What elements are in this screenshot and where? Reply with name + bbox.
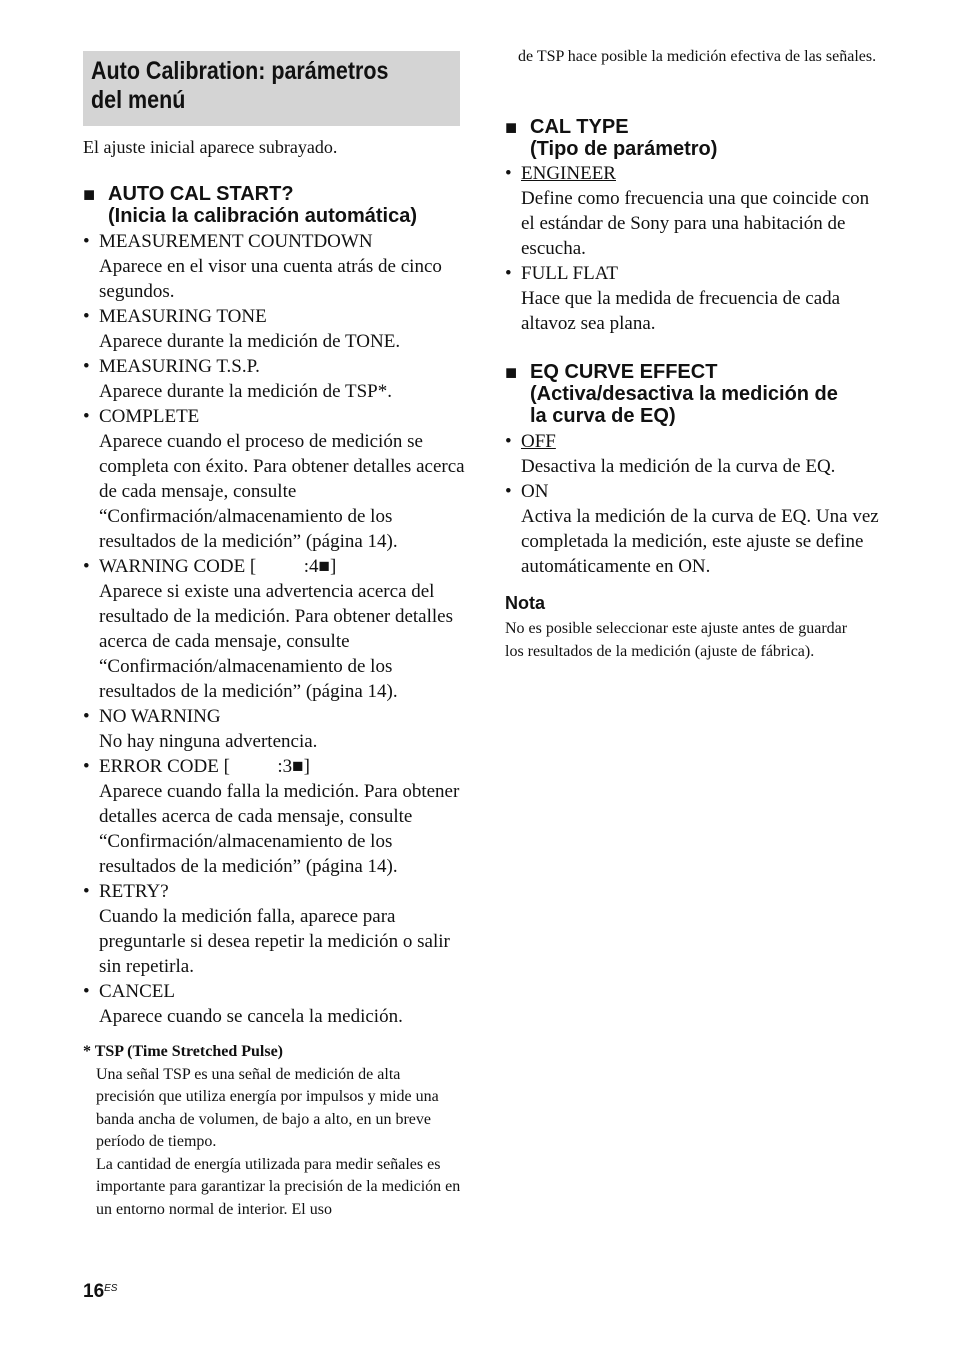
- item-label: MEASUREMENT COUNTDOWN: [99, 231, 373, 252]
- item-desc: Hace que la medida de frecuencia de cada altavoz sea plana.: [521, 288, 841, 334]
- sec3-heading-line2: (Activa/desactiva la medición de: [530, 383, 838, 405]
- item-label: CANCEL: [99, 981, 175, 1002]
- section-title-line2: del menú: [91, 86, 186, 114]
- bullet-icon: •: [83, 231, 90, 252]
- square-bullet-icon: ■: [83, 184, 96, 206]
- footnote-paragraph-2: La cantidad de energía utilizada para medir señales es importante para garantizar la precisión de la medición en un entorno normal de interior. El uso: [96, 1155, 461, 1218]
- list-item: [83, 554, 465, 704]
- item-label-default: ENGINEER: [521, 163, 616, 184]
- item-label: MEASURING TONE: [99, 306, 267, 327]
- list-item: [83, 304, 465, 354]
- item-label: WARNING CODE [ :4■]: [99, 556, 337, 577]
- sec1-list: [83, 229, 465, 1029]
- list-item: [83, 354, 465, 404]
- item-desc: Aparece si existe una advertencia acerca del resultado de la medición. Para obtener detalles acerca de cada mensaje, consulte “Confirmación/almacenamiento de los resultados de la medición” (página 14).: [99, 581, 454, 702]
- list-item: [505, 479, 883, 579]
- list-item: [83, 754, 465, 879]
- footnote-paragraph-1: Una señal TSP es una señal de medición de alta precisión que utiliza energía por impulsos y mide una banda ancha de volumen, de bajo a alto, en un breve período de tiempo.: [96, 1065, 439, 1150]
- bullet-icon: •: [83, 981, 90, 1002]
- bullet-icon: •: [505, 431, 512, 452]
- square-bullet-icon: ■: [505, 117, 518, 139]
- item-label: MEASURING T.S.P.: [99, 356, 260, 377]
- item-desc: Activa la medición de la curva de EQ. Una vez completada la medición, este ajuste se define automáticamente en ON.: [521, 506, 879, 577]
- bullet-icon: •: [83, 306, 90, 327]
- bullet-icon: •: [83, 706, 90, 727]
- item-label: COMPLETE: [99, 406, 200, 427]
- intro-text: El ajuste inicial aparece subrayado.: [83, 137, 338, 157]
- sec2-heading: [505, 116, 717, 160]
- item-desc: Aparece cuando se cancela la medición.: [99, 1006, 403, 1027]
- list-item: [83, 879, 465, 979]
- item-label-default: OFF: [521, 431, 556, 452]
- list-item: [505, 161, 883, 261]
- item-desc: No hay ninguna advertencia.: [99, 731, 318, 752]
- bullet-icon: •: [83, 881, 90, 902]
- note-body: No es posible seleccionar este ajuste antes de guardar los resultados de la medición (ajuste de fábrica).: [505, 620, 848, 660]
- footnote-continuation: de TSP hace posible la medición efectiva de las señales.: [518, 48, 877, 65]
- section-title-line1: Auto Calibration: parámetros: [91, 57, 389, 85]
- note-heading: Nota: [505, 593, 545, 613]
- sec1-heading-line2: (Inicia la calibración automática): [108, 205, 417, 227]
- list-item: [83, 979, 465, 1029]
- sec3-heading-line3: la curva de EQ): [530, 405, 676, 427]
- section-title-box: [83, 51, 460, 126]
- page-number: [83, 1281, 117, 1303]
- page-language-suffix: ES: [104, 1283, 118, 1294]
- item-label: RETRY?: [99, 881, 169, 902]
- sec2-list: [505, 161, 883, 336]
- sec2-heading-line2: (Tipo de parámetro): [530, 138, 718, 160]
- bullet-icon: •: [83, 556, 90, 577]
- item-desc: Define como frecuencia una que coincide con el estándar de Sony para una habitación de escucha.: [521, 188, 870, 259]
- page-number-value: 16: [83, 1281, 105, 1302]
- bullet-icon: •: [83, 756, 90, 777]
- list-item: [505, 429, 883, 479]
- square-bullet-icon: ■: [505, 362, 518, 384]
- list-item: [83, 404, 465, 554]
- item-desc: Desactiva la medición de la curva de EQ.: [521, 456, 836, 477]
- item-label: FULL FLAT: [521, 263, 618, 284]
- list-item: [505, 261, 883, 336]
- bullet-icon: •: [505, 163, 512, 184]
- item-desc: Aparece cuando falla la medición. Para obtener detalles acerca de cada mensaje, consulte “Confirmación/almacenamiento de los resultados de la medición” (página 14).: [99, 781, 460, 877]
- bullet-icon: •: [505, 481, 512, 502]
- footnote-heading: * TSP (Time Stretched Pulse): [83, 1043, 283, 1060]
- sec1-heading: [83, 183, 417, 227]
- item-label: ERROR CODE [ :3■]: [99, 756, 310, 777]
- sec3-list: [505, 429, 883, 579]
- bullet-icon: •: [505, 263, 512, 284]
- sec3-heading-line1: EQ CURVE EFFECT: [530, 361, 718, 383]
- item-label: NO WARNING: [99, 706, 221, 727]
- list-item: [83, 229, 465, 304]
- item-desc: Aparece durante la medición de TSP*.: [99, 381, 392, 402]
- sec2-heading-line1: CAL TYPE: [530, 116, 629, 138]
- bullet-icon: •: [83, 406, 90, 427]
- item-desc: Cuando la medición falla, aparece para preguntarle si desea repetir la medición o salir sin repetirla.: [99, 906, 450, 977]
- item-desc: Aparece durante la medición de TONE.: [99, 331, 401, 352]
- sec3-heading: [505, 361, 838, 427]
- item-label: ON: [521, 481, 549, 502]
- list-item: [83, 704, 465, 754]
- bullet-icon: •: [83, 356, 90, 377]
- tsp-footnote: [83, 1041, 461, 1221]
- item-desc: Aparece cuando el proceso de medición se completa con éxito. Para obtener detalles acerca de cada mensaje, consulte “Confirmación/almacenamiento de los resultados de la medición” (página 14).: [99, 431, 465, 552]
- item-desc: Aparece en el visor una cuenta atrás de cinco segundos.: [99, 256, 442, 302]
- sec1-heading-line1: AUTO CAL START?: [108, 183, 294, 205]
